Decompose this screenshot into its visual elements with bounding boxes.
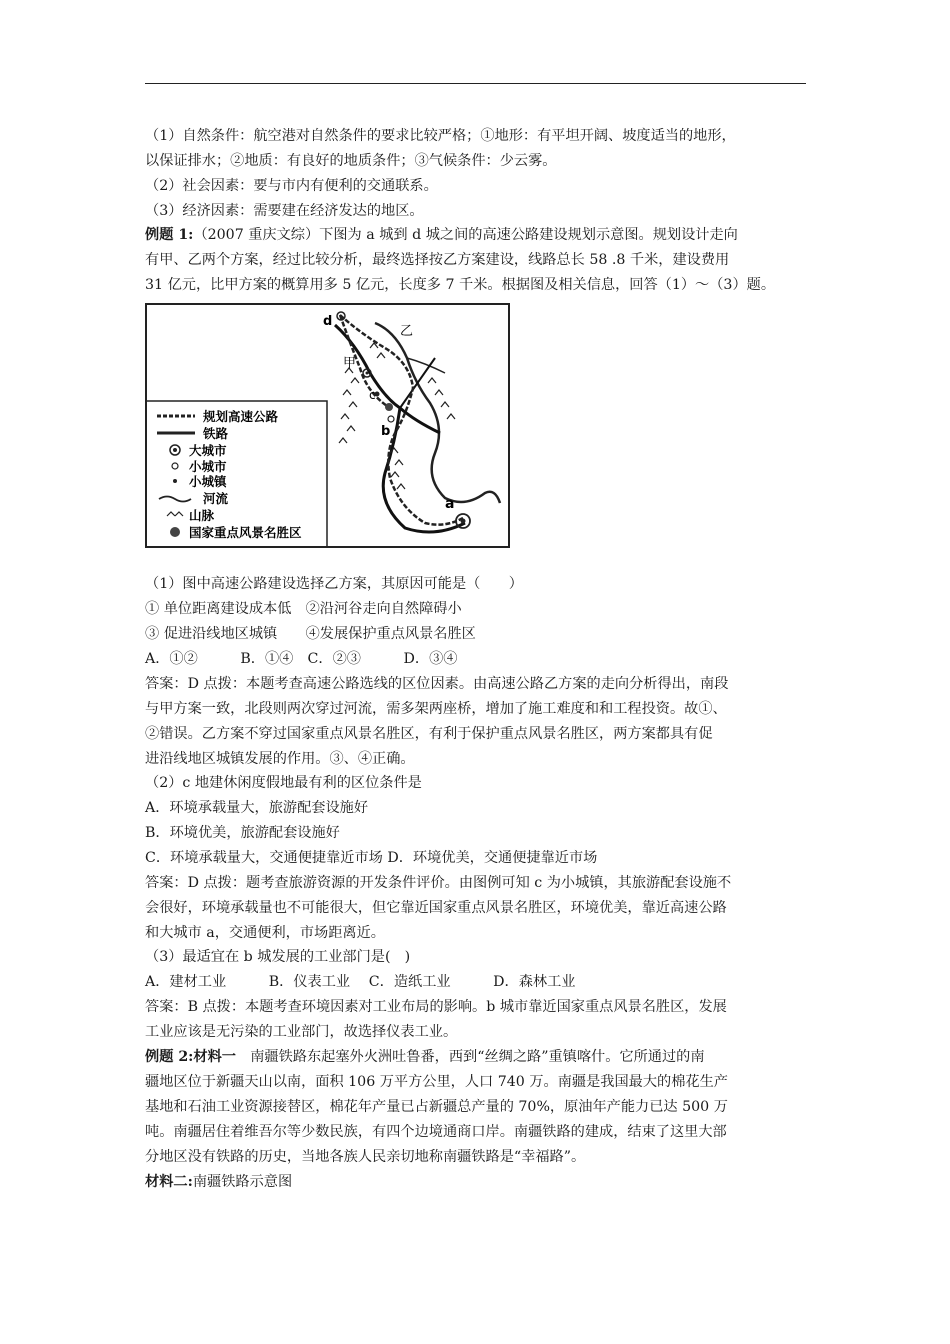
example1-line-2: 有甲、乙两个方案，经过比较分析，最终选择按乙方案建设，线路总长 58 .8 千米，建设费用 bbox=[145, 252, 730, 268]
q2-answer-line-2: 会很好，环境承载量也不可能很大，但它靠近国家重点风景名胜区，环境优美，靠近高速公路 bbox=[145, 900, 727, 916]
legend-planned-highway: 规划高速公路 bbox=[203, 409, 279, 424]
example2-heading: 例题 2:材料一 bbox=[145, 1049, 236, 1065]
legend-small-city: 小城市 bbox=[189, 459, 227, 474]
intro-line-2: 以保证排水；②地质：有良好的地质条件；③气候条件：少云雾。 bbox=[145, 153, 557, 169]
q1-answer-line-3: ②错误。乙方案不穿过国家重点风景名胜区，有利于保护重点风景名胜区，两方案都具有促 bbox=[145, 726, 713, 742]
legend-big-city: 大城市 bbox=[189, 443, 227, 458]
legend-river: 河流 bbox=[203, 491, 229, 506]
label-b: b bbox=[381, 424, 391, 439]
intro-line-3: （2）社会因素：要与市内有便利的交通联系。 bbox=[145, 178, 438, 194]
example2-line-4: 吨。南疆居住着维吾尔等少数民族，有四个边境通商口岸。南疆铁路的建成，结束了这里大部 bbox=[145, 1124, 727, 1140]
example2-line-5: 分地区没有铁路的历史，当地各族人民亲切地称南疆铁路是“幸福路”。 bbox=[145, 1149, 586, 1165]
header-rule bbox=[145, 83, 806, 84]
example2-line-1: 例题 2:材料一 南疆铁路东起塞外火洲吐鲁番，西到“丝绸之路”重镇喀什。它所通过的南 bbox=[145, 1049, 705, 1065]
q3-answer-line-1: 答案：B 点拨：本题考查环境因素对工业布局的影响。b 城市靠近国家重点风景名胜区，发展 bbox=[145, 999, 727, 1015]
intro-line-1: （1）自然条件：航空港对自然条件的要求比较严格；①地形：有平坦开阔、坡度适当的地形， bbox=[145, 128, 736, 144]
q1-answer-line-2: 与甲方案一致，北段则两次穿过河流，需多架两座桥，增加了施工难度和和工程投资。故①、 bbox=[145, 701, 727, 717]
q1-answer-line-1: 答案：D 点拨：本题考查高速公路选线的区位因素。由高速公路乙方案的走向分析得出，南段 bbox=[145, 676, 729, 692]
q2-option-a: A．环境承载量大，旅游配套设施好 bbox=[145, 800, 369, 816]
label-a: a bbox=[445, 496, 455, 512]
q1-stem: （1）图中高速公路建设选择乙方案，其原因可能是（ ） bbox=[145, 576, 523, 592]
q2-option-b: B．环境优美，旅游配套设施好 bbox=[145, 825, 340, 841]
material2-caption: 材料二:南疆铁路示意图 bbox=[145, 1174, 293, 1190]
q1-options-row-2: ③ 促进沿线地区城镇 ④发展保护重点风景名胜区 bbox=[145, 626, 476, 642]
q1-answer-line-4: 进沿线地区城镇发展的作用。③、④正确。 bbox=[145, 751, 415, 767]
legend-railway: 铁路 bbox=[203, 426, 229, 441]
q2-answer-line-1: 答案：D 点拨：题考查旅游资源的开发条件评价。由图例可知 c 为小城镇，其旅游配套设施不 bbox=[145, 875, 732, 891]
label-jia: 甲 bbox=[343, 356, 357, 371]
q2-answer-line-3: 和大城市 a，交通便利，市场距离近。 bbox=[145, 925, 385, 941]
material2-heading: 材料二: bbox=[145, 1174, 193, 1190]
q1-choices: A．①② B．①④ C．②③ D．③④ bbox=[145, 651, 458, 667]
example1-line-3: 31 亿元，比甲方案的概算用多 5 亿元，长度多 7 千米。根据图及相关信息，回答（1）～（3）题。 bbox=[145, 277, 776, 293]
example1-line-1: 例题 1:（2007 重庆文综）下图为 a 城到 d 城之间的高速公路建设规划示意图。规划设计走向 bbox=[145, 227, 738, 243]
legend-scenic-area: 国家重点风景名胜区 bbox=[189, 525, 302, 540]
q3-answer-line-2: 工业应该是无污染的工业部门，故选择仪表工业。 bbox=[145, 1024, 458, 1040]
q3-choices: A．建材工业 B．仪表工业 C．造纸工业 D．森林工业 bbox=[145, 974, 576, 990]
example2-line-3: 基地和石油工业资源接替区，棉花年产量已占新疆总产量的 70%，原油年产能力已达 500 万 bbox=[145, 1099, 728, 1115]
q2-option-cd: C．环境承载量大，交通便捷靠近市场 D．环境优美，交通便捷靠近市场 bbox=[145, 850, 598, 866]
q1-options-row-1: ① 单位距离建设成本低 ②沿河谷走向自然障碍小 bbox=[145, 601, 462, 617]
label-c: c bbox=[369, 388, 376, 402]
q3-stem: （3）最适宜在 b 城发展的工业部门是( ) bbox=[145, 949, 411, 965]
example2-line-2: 疆地区位于新疆天山以南，面积 106 万平方公里，人口 740 万。南疆是我国最大的棉花生产 bbox=[145, 1074, 728, 1090]
highway-plan-map bbox=[145, 303, 510, 548]
legend-small-town: 小城镇 bbox=[189, 474, 227, 489]
example1-heading: 例题 1: bbox=[145, 227, 194, 243]
legend-mountain: 山脉 bbox=[189, 508, 215, 523]
q2-stem: （2）c 地建休闲度假地最有利的区位条件是 bbox=[145, 775, 422, 791]
intro-line-4: （3）经济因素：需要建在经济发达的地区。 bbox=[145, 203, 424, 219]
label-d: d bbox=[323, 314, 333, 329]
label-yi: 乙 bbox=[400, 324, 414, 339]
